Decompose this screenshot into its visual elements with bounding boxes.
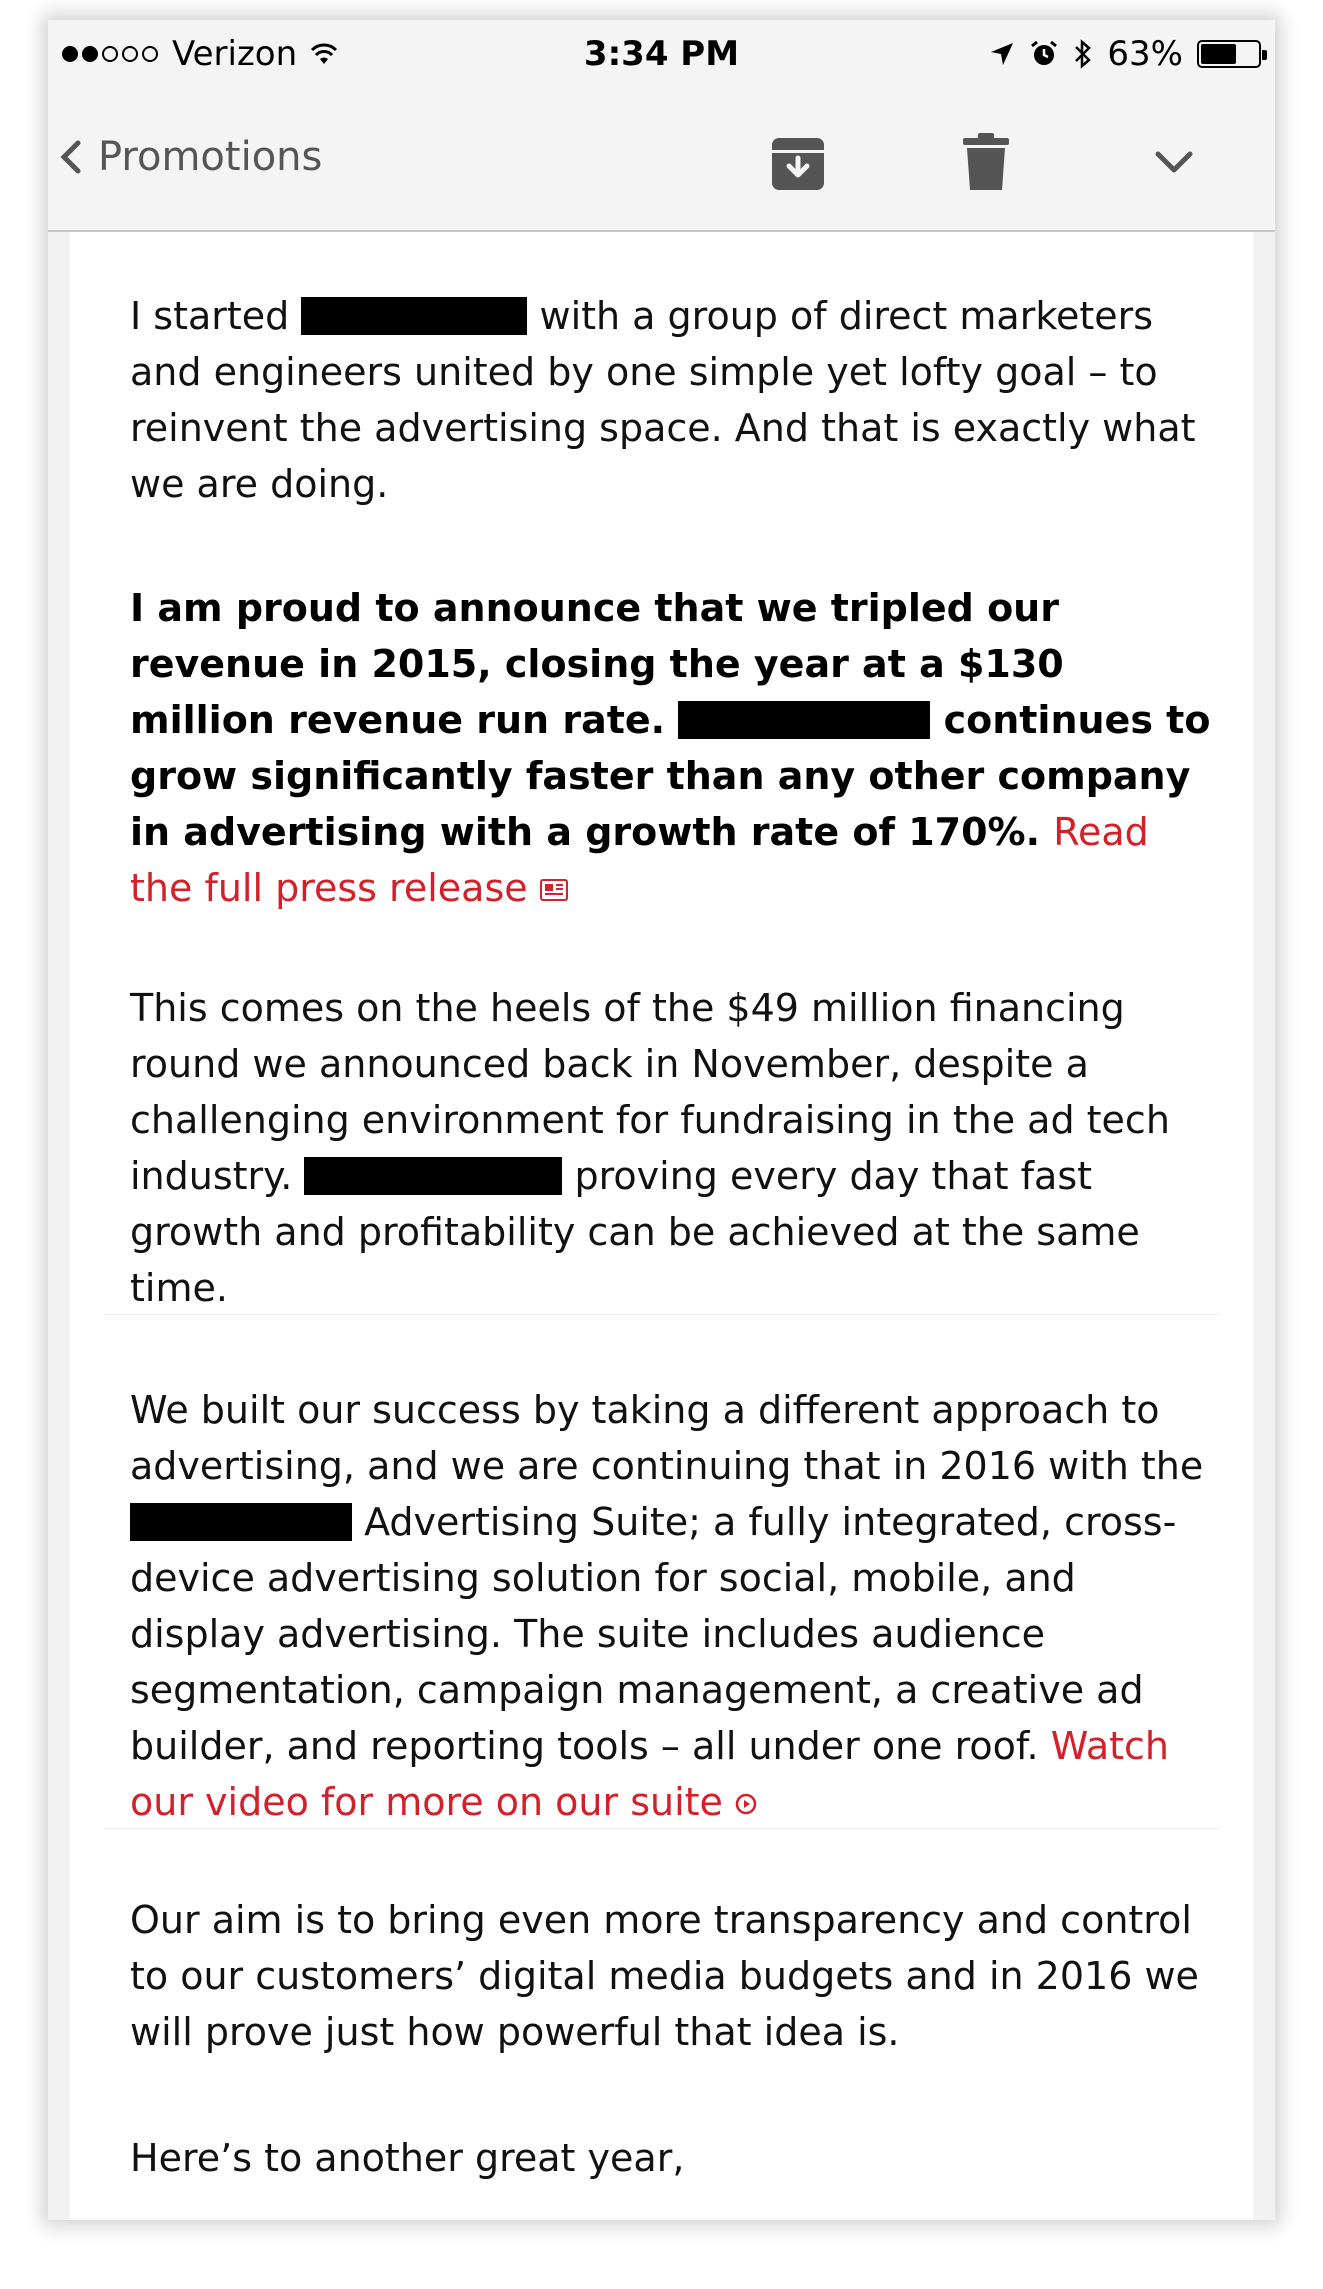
suite-video-link-label: Watch our video for more on our suite: [130, 1724, 1170, 1824]
p1-text-start: I started: [130, 294, 290, 338]
redacted-company-name: [130, 1503, 352, 1541]
battery-tip: [1262, 50, 1267, 60]
paragraph-revenue: [130, 580, 1220, 916]
left-margin: [48, 232, 70, 2220]
alarm-icon: [1029, 39, 1059, 69]
mail-toolbar: [48, 92, 1275, 232]
p2-text-start: I am proud to announce that we tripled our revenue in 2015, closing the year at a $130 million revenue run rate.: [130, 586, 1064, 742]
battery-icon: [1197, 40, 1261, 68]
battery-percent: 63%: [1107, 34, 1183, 74]
status-bar: [48, 20, 1275, 92]
press-release-link-label: Read the full press release: [130, 810, 1149, 910]
section-divider: [104, 1314, 1219, 1315]
p4-text-start: We built our success by taking a different approach to advertising, and we are continuing that in 2016 with the: [130, 1388, 1204, 1488]
email-body: [70, 232, 1253, 2220]
paragraph-financing: [130, 980, 1220, 1316]
paragraph-aim: Our aim is to bring even more transparency and control to our customers’ digital media budgets and in 2016 we will prove just how powerful that idea is.: [130, 1898, 1199, 2054]
paragraph-signoff: Here’s to another great year,: [130, 2136, 685, 2180]
chevron-left-icon: [60, 139, 82, 175]
p2-text-end: continues to grow significantly faster than any other company in advertising with a growth rate of 170%.: [130, 698, 1211, 854]
redacted-company-name: [301, 297, 527, 335]
back-label: Promotions: [98, 134, 323, 180]
chevron-down-icon[interactable]: [1154, 150, 1194, 176]
play-icon: [735, 1793, 757, 1815]
redacted-company-name: [678, 701, 930, 739]
status-time: 3:34 PM: [583, 34, 740, 74]
p4-text-end: Advertising Suite; a fully integrated, cross-device advertising solution for social, mobile, and display advertising. The suite includes audience segmentation, campaign management, a creative ad builder, and reporting tools – all under one roof.: [130, 1500, 1177, 1768]
carrier-name: Verizon: [172, 34, 298, 74]
section-divider: [104, 1828, 1219, 1829]
p3-text-start: This comes on the heels of the $49 million financing round we announced back in November, despite a challenging environment for fundraising in the ad tech industry.: [130, 986, 1170, 1198]
location-arrow-icon: [989, 41, 1015, 67]
phone-screen: [48, 20, 1275, 2220]
paragraph-suite: [130, 1382, 1220, 1830]
redacted-company-name: [304, 1157, 562, 1195]
document-icon: [540, 879, 568, 901]
trash-icon[interactable]: [963, 132, 1009, 192]
bluetooth-icon: [1073, 38, 1093, 70]
paragraph-intro: [130, 288, 1220, 512]
right-margin: [1253, 232, 1275, 2220]
battery-fill: [1201, 44, 1236, 64]
p3-text-end: proving every day that fast growth and profitability can be achieved at the same time.: [130, 1154, 1140, 1310]
status-right: [975, 34, 1261, 74]
p1-text-end: with a group of direct marketers and engineers united by one simple yet lofty goal – to reinvent the advertising space. And that is exactly what we are doing.: [130, 294, 1196, 506]
archive-icon[interactable]: [770, 136, 826, 192]
back-button[interactable]: [60, 134, 322, 180]
